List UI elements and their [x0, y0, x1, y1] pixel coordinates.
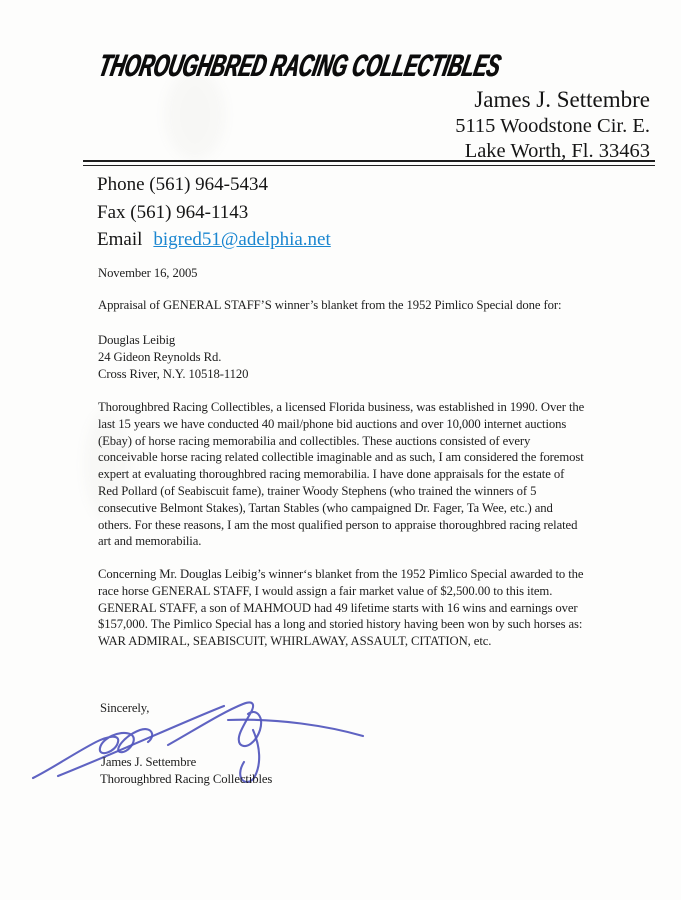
paragraph-line: conceivable horse racing related collectible imaginable and as such, I am considered the foremost [98, 450, 584, 465]
paragraph-line: $157,000. The Pimlico Special has a long and storied history having been won by such horses as: [98, 617, 583, 632]
recipient-block [98, 332, 248, 382]
contact-block [97, 171, 331, 254]
recipient-address-line2: Cross River, N.Y. 10518-1120 [98, 366, 249, 381]
paragraph-line: Thoroughbred Racing Collectibles, a licensed Florida business, was established in 1990. Over the [98, 400, 585, 414]
company-logo: THOROUGHBRED RACING COLLECTIBLES [96, 48, 504, 83]
fax-line: Fax (561) 964-1143 [97, 201, 249, 223]
subject-line: Appraisal of GENERAL STAFF’S winner’s blanket from the 1952 Pimlico Special done for: [98, 298, 562, 312]
paragraph-line: art and memorabilia. [98, 534, 202, 549]
sender-address-line2: Lake Worth, Fl. 33463 [464, 140, 650, 162]
paragraph-line: others. For these reasons, I am the most qualified person to appraise thoroughbred racing related [98, 517, 578, 532]
sender-block [455, 85, 650, 164]
email-line [97, 226, 331, 254]
paragraph-line: expert at evaluating thoroughbred racing memorabilia. I have done appraisals for the estate of [98, 467, 565, 482]
header-divider-rule [83, 160, 655, 166]
date-line: November 16, 2005 [98, 266, 198, 280]
paragraph-appraisal [98, 566, 583, 650]
paragraph-line: last 15 years we have conducted 40 mail/phone bid auctions and over 10,000 internet auctions [98, 416, 567, 431]
email-link[interactable]: bigred51@adelphia.net [153, 229, 331, 250]
recipient-name: Douglas Leibig [98, 333, 176, 347]
paragraph-line: race horse GENERAL STAFF, I would assign a fair market value of $2,500.00 to this item. [98, 583, 553, 598]
paragraph-credentials [98, 399, 584, 550]
closing-line: Sincerely, [100, 701, 150, 715]
scan-smudge [165, 70, 225, 160]
paragraph-line: consecutive Belmont Stakes), Tartan Stables (who campaigned Dr. Fager, Ta Wee, etc.) and [98, 500, 553, 515]
paragraph-line: Concerning Mr. Douglas Leibig’s winner‘s blanket from the 1952 Pimlico Special awarded to the [98, 567, 584, 581]
recipient-address-line1: 24 Gideon Reynolds Rd. [98, 349, 222, 364]
signer-company: Thoroughbred Racing Collectibles [100, 772, 273, 786]
paragraph-line: (Ebay) of horse racing memorabilia and collectibles. These auctions consisted of every [98, 433, 531, 448]
paragraph-line: Red Pollard (of Seabiscuit fame), trainer Woody Stephens (who trained the winners of 5 [98, 483, 537, 498]
signer-name: James J. Settembre [101, 755, 197, 769]
paragraph-line: WAR ADMIRAL, SEABISCUIT, WHIRLAWAY, ASSAULT, CITATION, etc. [98, 634, 492, 649]
email-label: Email [97, 229, 143, 250]
paragraph-line: GENERAL STAFF, a son of MAHMOUD had 49 lifetime starts with 16 wins and earnings over [98, 600, 578, 615]
sender-name: James J. Settembre [474, 87, 650, 112]
phone-line: Phone (561) 964-5434 [97, 174, 268, 195]
sender-address-line1: 5115 Woodstone Cir. E. [455, 115, 650, 137]
